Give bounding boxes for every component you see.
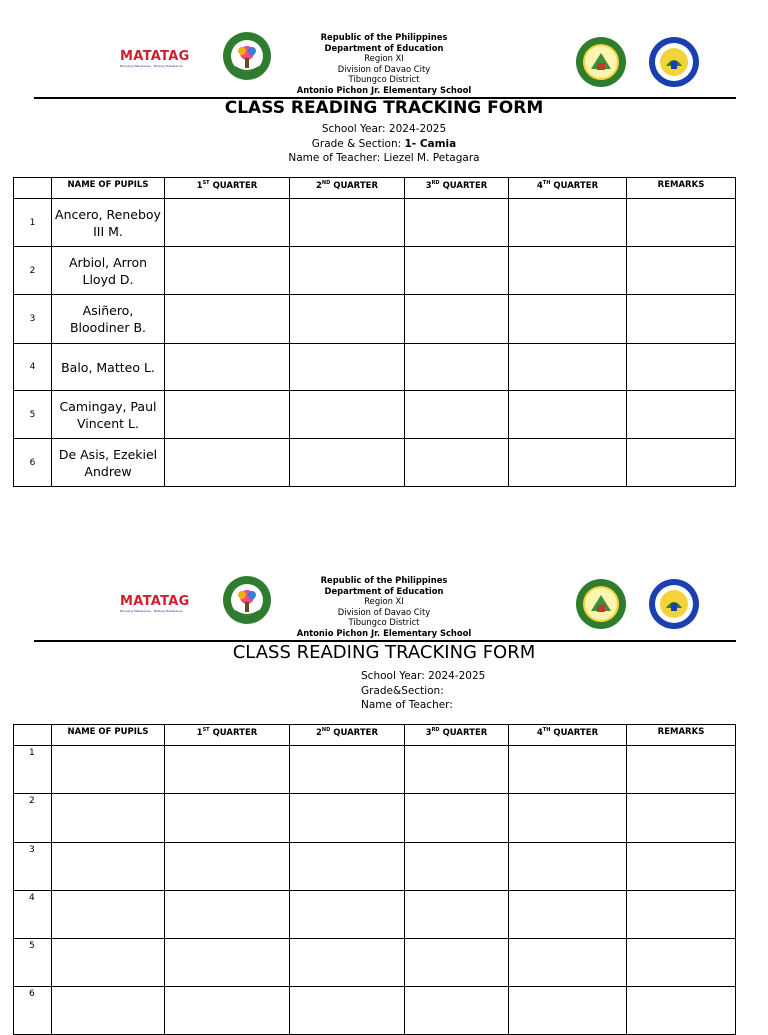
remarks-cell[interactable] <box>627 391 736 439</box>
quarter-cell[interactable] <box>165 987 290 1035</box>
pupil-name-cell[interactable] <box>52 843 165 891</box>
form-meta: School Year: 2024-2025 Grade & Section: 1- Camia Name of Teacher: Liezel M. Petagara <box>288 123 480 164</box>
table-row: 6 <box>14 987 736 1035</box>
remarks-cell[interactable] <box>627 295 736 344</box>
tracking-table <box>13 177 736 487</box>
school-seal-icon <box>648 36 700 88</box>
form-meta: School Year: 2024-2025 Grade&Section: Name of Teacher: <box>361 670 486 711</box>
remarks-cell[interactable] <box>627 439 736 487</box>
agency-header: Republic of the Philippines Department of Education Region XI Division of Davao City Tibungco District Antonio Pichon Jr. Elementary School <box>296 575 472 638</box>
quarter-cell[interactable] <box>509 843 627 891</box>
pupil-name-cell[interactable] <box>52 891 165 939</box>
quarter-cell[interactable] <box>290 794 405 843</box>
remarks-cell[interactable] <box>627 794 736 843</box>
quarter-cell[interactable] <box>405 295 509 344</box>
remarks-cell[interactable] <box>627 344 736 391</box>
column-name-of-pupils: NAME OF PUPILS <box>52 725 165 746</box>
agency-header: Republic of the Philippines Department of Education Region XI Division of Davao City Tibungco District Antonio Pichon Jr. Elementary School <box>296 32 472 95</box>
quarter-cell[interactable] <box>165 295 290 344</box>
remarks-cell[interactable] <box>627 891 736 939</box>
quarter-cell[interactable] <box>165 439 290 487</box>
quarter-cell[interactable] <box>165 794 290 843</box>
quarter-cell[interactable] <box>290 439 405 487</box>
table-header-row <box>14 178 736 199</box>
quarter-cell[interactable] <box>405 939 509 987</box>
quarter-cell[interactable] <box>509 746 627 794</box>
table-row: 4 <box>14 891 736 939</box>
form-title: CLASS READING TRACKING FORM <box>224 98 544 118</box>
quarter-cell[interactable] <box>509 987 627 1035</box>
column-quarter-2: 2ND QUARTER <box>290 725 405 746</box>
column-quarter-3: 3RD QUARTER <box>405 178 509 199</box>
tibungco-district-seal-icon <box>575 578 627 630</box>
column-quarter-3: 3RD QUARTER <box>405 725 509 746</box>
table-row: 5 <box>14 939 736 987</box>
quarter-cell[interactable] <box>509 295 627 344</box>
matatag-logo: MATATAG Bansang Makabansa · Batang Makabansa <box>120 594 190 613</box>
form-title: CLASS READING TRACKING FORM <box>232 642 536 663</box>
quarter-cell[interactable] <box>165 344 290 391</box>
quarter-cell[interactable] <box>165 247 290 295</box>
quarter-cell[interactable] <box>290 891 405 939</box>
remarks-cell[interactable] <box>627 939 736 987</box>
pupil-name: Balo, Matteo L. <box>52 344 165 391</box>
quarter-cell[interactable] <box>165 746 290 794</box>
quarter-cell[interactable] <box>405 746 509 794</box>
table-row: 5 Camingay, Paul Vincent L. <box>14 391 736 439</box>
quarter-cell[interactable] <box>165 891 290 939</box>
column-remarks: REMARKS <box>627 178 736 199</box>
quarter-cell[interactable] <box>405 199 509 247</box>
quarter-cell[interactable] <box>290 344 405 391</box>
column-quarter-4: 4TH QUARTER <box>509 725 627 746</box>
quarter-cell[interactable] <box>165 843 290 891</box>
pupil-name-cell[interactable] <box>52 794 165 843</box>
quarter-cell[interactable] <box>405 439 509 487</box>
pupil-name: De Asis, Ezekiel Andrew <box>52 439 165 487</box>
remarks-cell[interactable] <box>627 987 736 1035</box>
pupil-name-cell[interactable] <box>52 939 165 987</box>
table-row: 2 <box>14 794 736 843</box>
quarter-cell[interactable] <box>509 439 627 487</box>
column-name-of-pupils: NAME OF PUPILS <box>52 178 165 199</box>
quarter-cell[interactable] <box>509 247 627 295</box>
quarter-cell[interactable] <box>290 391 405 439</box>
quarter-cell[interactable] <box>509 391 627 439</box>
quarter-cell[interactable] <box>405 391 509 439</box>
quarter-cell[interactable] <box>405 247 509 295</box>
column-quarter-1: 1ST QUARTER <box>165 725 290 746</box>
table-row: 3 <box>14 843 736 891</box>
column-quarter-2: 2ND QUARTER <box>290 178 405 199</box>
quarter-cell[interactable] <box>509 199 627 247</box>
pupil-name-cell[interactable] <box>52 987 165 1035</box>
pupil-name-cell[interactable] <box>52 746 165 794</box>
pupil-name: Asiñero, Bloodiner B. <box>52 295 165 344</box>
table-header-row <box>14 725 736 746</box>
table-row: 6 De Asis, Ezekiel Andrew <box>14 439 736 487</box>
quarter-cell[interactable] <box>290 843 405 891</box>
quarter-cell[interactable] <box>509 891 627 939</box>
quarter-cell[interactable] <box>405 987 509 1035</box>
matatag-logo: MATATAG Bansang Makabansa · Batang Makabansa <box>120 49 190 68</box>
quarter-cell[interactable] <box>509 794 627 843</box>
tibungco-district-seal-icon <box>575 36 627 88</box>
quarter-cell[interactable] <box>405 344 509 391</box>
quarter-cell[interactable] <box>290 199 405 247</box>
quarter-cell[interactable] <box>165 391 290 439</box>
pupil-name: Ancero, Reneboy III M. <box>52 199 165 247</box>
quarter-cell[interactable] <box>405 794 509 843</box>
quarter-cell[interactable] <box>509 939 627 987</box>
school-seal-icon <box>648 578 700 630</box>
quarter-cell[interactable] <box>290 987 405 1035</box>
table-row: 3 Asiñero, Bloodiner B. <box>14 295 736 344</box>
tracking-table <box>13 724 736 1035</box>
remarks-cell[interactable] <box>627 843 736 891</box>
column-quarter-1: 1ST QUARTER <box>165 178 290 199</box>
quarter-cell[interactable] <box>290 295 405 344</box>
table-row: 4 Balo, Matteo L. <box>14 344 736 391</box>
pupil-name: Camingay, Paul Vincent L. <box>52 391 165 439</box>
remarks-cell[interactable] <box>627 247 736 295</box>
quarter-cell[interactable] <box>509 344 627 391</box>
quarter-cell[interactable] <box>290 746 405 794</box>
quarter-cell[interactable] <box>405 891 509 939</box>
column-remarks: REMARKS <box>627 725 736 746</box>
quarter-cell[interactable] <box>290 939 405 987</box>
pupil-name: Arbiol, Arron Lloyd D. <box>52 247 165 295</box>
quarter-cell[interactable] <box>165 199 290 247</box>
quarter-cell[interactable] <box>290 247 405 295</box>
quarter-cell[interactable] <box>165 939 290 987</box>
table-row: 1 <box>14 746 736 794</box>
column-quarter-4: 4TH QUARTER <box>509 178 627 199</box>
table-row: 1 Ancero, Reneboy III M. <box>14 199 736 247</box>
remarks-cell[interactable] <box>627 199 736 247</box>
table-row: 2 Arbiol, Arron Lloyd D. <box>14 247 736 295</box>
quarter-cell[interactable] <box>405 843 509 891</box>
remarks-cell[interactable] <box>627 746 736 794</box>
